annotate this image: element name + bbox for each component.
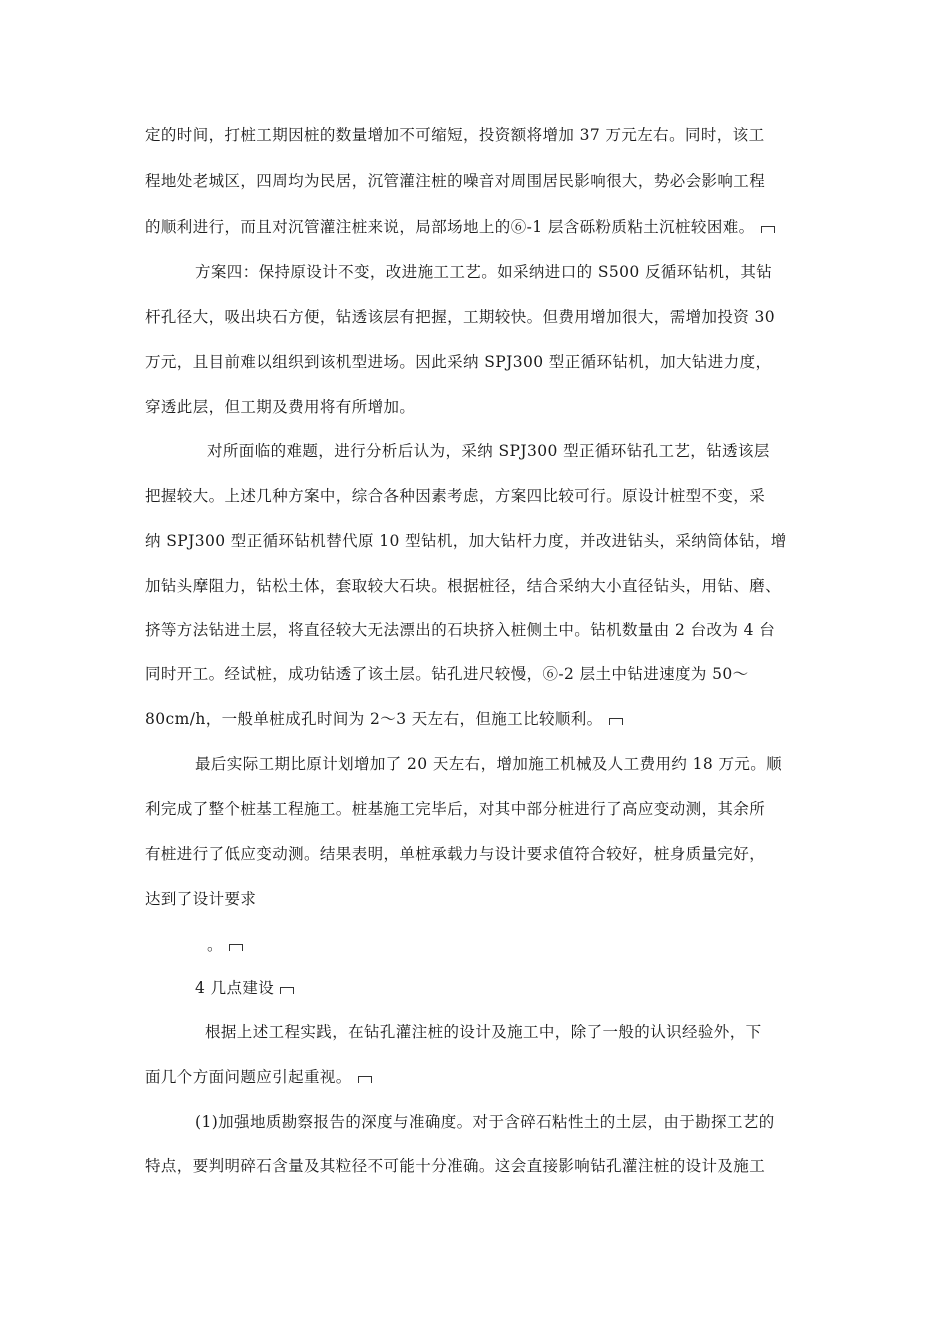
text-line: 杆孔径大，吸出块石方便，钻透该层有把握，工期较快。但费用增加很大，需增加投资 30 xyxy=(145,308,776,326)
text-line: 穿透此层，但工期及费用将有所增加。 xyxy=(145,398,416,416)
text-line: 方案四：保持原设计不变，改进施工工艺。如采纳进口的 S500 反循环钻机，其钻 xyxy=(195,263,773,281)
text-line: 同时开工。经试桩，成功钻透了该土层。钻孔进尺较慢，⑥-2 层土中钻进速度为 50～ xyxy=(145,665,749,683)
text-line: 最后实际工期比原计划增加了 20 天左右，增加施工机械及人工费用约 18 万元。顺 xyxy=(195,755,783,773)
text-line: 利完成了整个桩基工程施工。桩基施工完毕后，对其中部分桩进行了高应变动测，其余所 xyxy=(145,800,766,818)
text-line: 根据上述工程实践，在钻孔灌注桩的设计及施工中，除了一般的认识经验外，下 xyxy=(205,1023,762,1041)
text-line: 纳 SPJ300 型正循环钻机替代原 10 型钻机，加大钻杆力度，并改进钻头，采纳筒体钻，增 xyxy=(145,532,787,550)
text-line: 程地处老城区，四周均为民居，沉管灌注桩的噪音对周围居民影响很大，势必会影响工程 xyxy=(145,172,766,190)
text-line: 万元，且目前难以组织到该机型进场。因此采纳 SPJ300 型正循环钻机，加大钻进力度， xyxy=(145,353,772,371)
paragraph-mark xyxy=(280,987,294,994)
text-line: 面几个方面问题应引起重视。 xyxy=(145,1066,372,1088)
paragraph-mark xyxy=(609,718,623,725)
text-line: 特点，要判明碎石含量及其粒径不可能十分准确。这会直接影响钻孔灌注桩的设计及施工 xyxy=(145,1157,766,1175)
paragraph-mark xyxy=(358,1076,372,1083)
text-line: 。 xyxy=(207,934,243,956)
text-line: 80cm/h，一般单桩成孔时间为 2～3 天左右，但施工比较顺利。 xyxy=(145,708,623,730)
text-line: 对所面临的难题，进行分析后认为，采纳 SPJ300 型正循环钻孔工艺，钻透该层 xyxy=(207,442,770,460)
text-line: (1)加强地质勘察报告的深度与准确度。对于含碎石粘性土的土层，由于勘探工艺的 xyxy=(195,1113,775,1131)
paragraph-mark xyxy=(229,944,243,951)
section-heading: 4 几点建设 xyxy=(195,977,294,999)
text-line: 的顺利进行，而且对沉管灌注桩来说，局部场地上的⑥-1 层含砾粉质粘土沉桩较困难。 xyxy=(145,216,775,238)
paragraph-mark xyxy=(761,226,775,233)
text-line: 把握较大。上述几种方案中，综合各种因素考虑，方案四比较可行。原设计桩型不变，采 xyxy=(145,487,766,505)
text-line: 加钻头摩阻力，钻松土体，套取较大石块。根据桩径，结合采纳大小直径钻头，用钻、磨、 xyxy=(145,577,782,595)
text-line: 有桩进行了低应变动测。结果表明，单桩承载力与设计要求值符合较好，桩身质量完好， xyxy=(145,845,766,863)
text-line: 达到了设计要求 xyxy=(145,890,257,908)
text-line: 定的时间，打桩工期因桩的数量增加不可缩短，投资额将增加 37 万元左右。同时，该工 xyxy=(145,126,765,144)
text-line: 挤等方法钻进土层，将直径较大无法漂出的石块挤入桩侧土中。钻机数量由 2 台改为 4 台 xyxy=(145,621,776,639)
